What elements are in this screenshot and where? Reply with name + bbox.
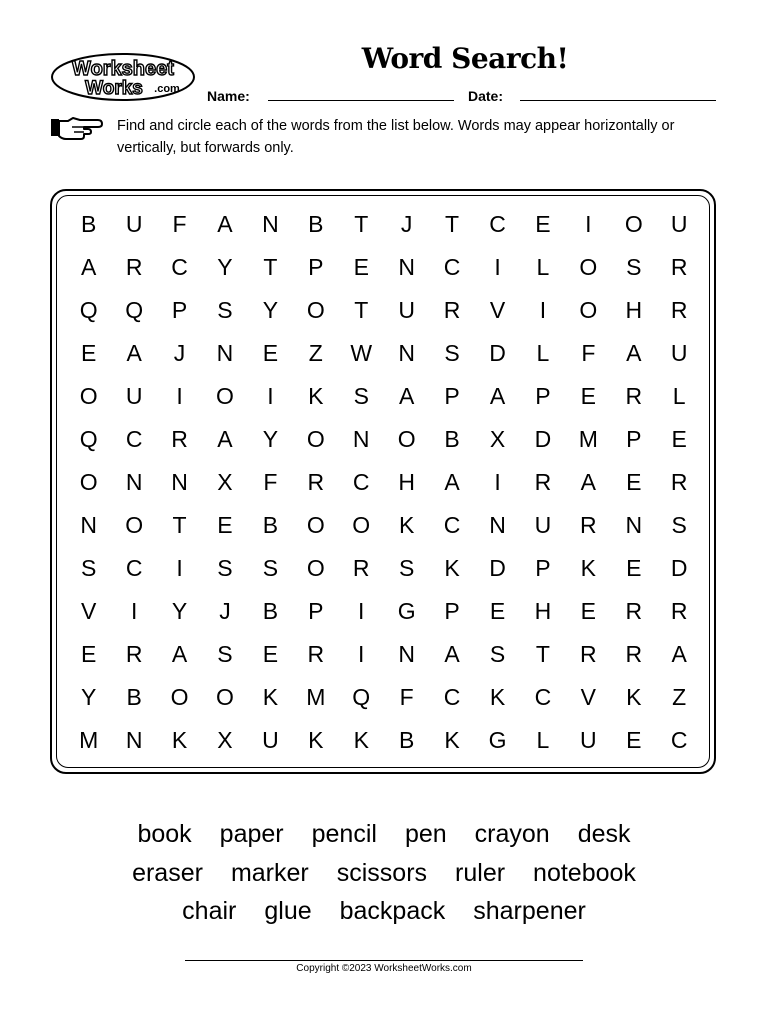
grid-letter[interactable]: R — [580, 641, 597, 667]
grid-letter[interactable]: Q — [125, 297, 144, 323]
grid-letter[interactable]: N — [398, 254, 415, 280]
grid-letter[interactable]: O — [579, 254, 598, 280]
grid-letter[interactable]: A — [217, 426, 233, 452]
word-list-item: marker — [230, 858, 309, 887]
grid-letter[interactable]: O — [306, 555, 325, 581]
grid-letter[interactable]: K — [444, 555, 460, 581]
grid-letter[interactable]: N — [171, 469, 188, 495]
date-label: Date: — [468, 88, 504, 104]
grid-letter[interactable]: S — [217, 297, 233, 323]
grid-letter[interactable]: U — [670, 211, 688, 237]
grid-letter[interactable]: R — [125, 641, 143, 667]
grid-letter[interactable]: L — [536, 254, 550, 280]
grid-letter[interactable]: P — [444, 383, 460, 409]
grid-letter[interactable]: P — [308, 598, 324, 624]
grid-letter[interactable]: B — [444, 426, 460, 452]
grid-letter[interactable]: E — [81, 641, 97, 667]
grid-letter[interactable]: C — [489, 211, 506, 237]
grid-letter[interactable]: A — [626, 340, 642, 366]
grid-letter[interactable]: H — [625, 297, 643, 323]
grid-letter[interactable]: R — [171, 426, 188, 452]
grid-letter[interactable]: D — [489, 555, 506, 581]
grid-letter[interactable]: H — [534, 598, 552, 624]
grid-letter[interactable]: X — [217, 469, 233, 495]
grid-letter[interactable]: H — [398, 469, 415, 495]
grid-letter[interactable]: I — [358, 598, 365, 624]
grid-letter[interactable]: S — [353, 383, 369, 409]
grid-letter[interactable]: D — [534, 426, 552, 452]
grid-letter[interactable]: C — [352, 469, 370, 495]
word-list-item: pen — [404, 820, 447, 848]
grid-letter[interactable]: E — [671, 426, 687, 452]
word-list-item: paper — [219, 820, 284, 848]
grid-letter[interactable]: C — [125, 555, 143, 581]
grid-letter[interactable]: S — [398, 555, 415, 581]
grid-letter[interactable]: Q — [79, 426, 98, 452]
grid-letter[interactable]: P — [444, 598, 460, 624]
grid-letter[interactable]: J — [173, 340, 186, 366]
grid-letter[interactable]: A — [444, 641, 460, 667]
grid-letter[interactable]: R — [443, 297, 461, 323]
grid-letter[interactable]: O — [397, 426, 416, 452]
grid-letter[interactable]: U — [398, 297, 415, 323]
grid-letter[interactable]: S — [489, 641, 506, 667]
word-list-item: pencil — [311, 820, 377, 848]
grid-letter[interactable]: E — [535, 211, 551, 237]
grid-letter[interactable]: N — [216, 340, 234, 366]
grid-letter[interactable]: I — [176, 555, 183, 581]
name-field[interactable] — [268, 100, 454, 101]
grid-letter[interactable]: K — [353, 727, 369, 753]
grid-letter[interactable]: F — [399, 684, 414, 710]
grid-letter[interactable]: U — [670, 340, 688, 366]
word-list-row — [60, 892, 708, 931]
grid-letter[interactable]: J — [219, 598, 231, 624]
grid-letter[interactable]: G — [488, 727, 507, 753]
grid-letter[interactable]: T — [263, 254, 278, 280]
worksheetworks-logo — [50, 52, 196, 102]
grid-letter[interactable]: T — [172, 512, 187, 538]
grid-letter[interactable]: J — [400, 211, 413, 237]
grid-letter[interactable]: L — [536, 340, 550, 366]
grid-letter[interactable]: B — [126, 684, 142, 710]
grid-letter[interactable]: B — [262, 512, 279, 538]
grid-letter[interactable]: B — [308, 211, 324, 237]
grid-letter[interactable]: U — [534, 512, 552, 538]
word-list-item: scissors — [336, 858, 428, 887]
grid-letter[interactable]: E — [626, 555, 642, 581]
grid-letter[interactable]: I — [358, 641, 365, 667]
grid-letter[interactable]: A — [126, 340, 142, 366]
grid-letter[interactable]: R — [670, 598, 688, 624]
grid-letter[interactable]: P — [535, 555, 551, 581]
word-list-item: sharpener — [473, 897, 586, 925]
grid-letter[interactable]: L — [672, 383, 686, 409]
grid-letter[interactable]: Y — [262, 297, 279, 323]
grid-letter[interactable]: O — [125, 512, 144, 538]
word-list-item: backpack — [339, 897, 446, 925]
grid-letter[interactable]: N — [489, 512, 506, 538]
grid-letter[interactable]: O — [79, 383, 98, 409]
grid-letter[interactable]: T — [445, 211, 460, 237]
grid-letter[interactable]: T — [535, 641, 550, 667]
word-list-item: desk — [577, 820, 631, 848]
grid-letter[interactable]: I — [267, 383, 274, 409]
word-list-item: book — [137, 820, 192, 848]
grid-letter[interactable]: N — [262, 211, 279, 237]
grid-letter[interactable]: U — [580, 727, 597, 753]
grid-letter[interactable]: M — [306, 684, 326, 710]
grid-letter[interactable]: U — [125, 383, 143, 409]
grid-letter[interactable]: O — [306, 297, 325, 323]
grid-letter[interactable]: K — [308, 383, 324, 409]
grid-letter[interactable]: P — [626, 426, 642, 452]
grid-letter[interactable]: U — [262, 727, 279, 753]
grid-letter[interactable]: K — [444, 727, 460, 753]
grid-letter[interactable]: M — [79, 727, 99, 753]
grid-letter[interactable]: Y — [171, 598, 188, 624]
grid-letter[interactable]: Y — [262, 426, 279, 452]
grid-letter[interactable]: Z — [308, 340, 323, 366]
grid-letter[interactable]: S — [217, 555, 233, 581]
grid-letter[interactable]: R — [670, 297, 688, 323]
grid-letter[interactable]: E — [580, 383, 597, 409]
grid-letter[interactable]: N — [80, 512, 98, 538]
grid-letter[interactable]: B — [398, 727, 415, 753]
grid-letter[interactable]: O — [624, 211, 643, 237]
grid-letter[interactable]: R — [307, 469, 325, 495]
grid-letter[interactable]: X — [489, 426, 506, 452]
grid-letter[interactable]: I — [539, 297, 547, 323]
grid-letter[interactable]: Y — [217, 254, 233, 280]
grid-letter[interactable]: R — [670, 469, 688, 495]
grid-letter[interactable]: M — [578, 426, 598, 452]
grid-letter[interactable]: D — [489, 340, 506, 366]
grid-letter[interactable]: E — [262, 641, 279, 667]
word-list — [60, 815, 708, 931]
logo-text-com: .com — [154, 83, 180, 95]
grid-letter[interactable]: E — [217, 512, 233, 538]
grid-letter[interactable]: S — [217, 641, 233, 667]
grid-letter[interactable]: B — [81, 211, 97, 237]
instructions-text: Find and circle each of the words from the list below. Words may appear horizontally or vertically, but forwards only. — [117, 118, 675, 156]
grid-letter[interactable]: O — [306, 426, 325, 452]
grid-letter[interactable]: P — [171, 297, 188, 323]
grid-letter[interactable]: A — [217, 211, 233, 237]
logo-text-worksheet: Worksheet — [72, 58, 174, 80]
grid-letter[interactable]: X — [217, 727, 233, 753]
grid-letter[interactable]: O — [306, 512, 325, 538]
grid-letter[interactable]: N — [125, 469, 143, 495]
grid-letter[interactable]: A — [398, 383, 415, 409]
grid-letter[interactable]: K — [262, 684, 279, 710]
grid-letter[interactable]: A — [444, 469, 460, 495]
footer-divider — [185, 960, 583, 961]
grid-letter[interactable]: D — [670, 555, 688, 581]
grid-letter[interactable]: Q — [79, 297, 98, 323]
pointing-hand-icon — [50, 115, 104, 141]
grid-letter[interactable]: K — [398, 512, 415, 538]
grid-letter[interactable]: A — [171, 641, 188, 667]
grid-letter[interactable]: E — [580, 598, 597, 624]
grid-letter[interactable]: T — [354, 297, 369, 323]
grid-letter[interactable]: Z — [672, 684, 687, 710]
grid-letter[interactable]: C — [171, 254, 188, 280]
grid-letter[interactable]: K — [626, 684, 642, 710]
grid-letter[interactable]: E — [353, 254, 369, 280]
grid-letter[interactable]: S — [671, 512, 687, 538]
page-title: Word Search! — [361, 42, 569, 75]
word-list-item: ruler — [455, 858, 506, 887]
grid-letter[interactable]: O — [579, 297, 598, 323]
grid-letter[interactable]: N — [625, 512, 643, 538]
grid-letter[interactable]: C — [670, 727, 688, 753]
word-list-item: crayon — [474, 820, 550, 848]
grid-letter[interactable]: N — [398, 641, 415, 667]
grid-letter[interactable]: P — [308, 254, 324, 280]
date-field[interactable] — [520, 100, 716, 101]
grid-letter[interactable]: C — [534, 684, 552, 710]
word-list-item: chair — [182, 897, 237, 925]
grid-letter[interactable]: G — [397, 598, 416, 624]
grid-letter[interactable]: O — [170, 684, 189, 710]
grid-letter[interactable]: E — [626, 727, 642, 753]
grid-letter[interactable]: R — [307, 641, 325, 667]
logo-text-works: Works — [85, 78, 143, 99]
grid-letter[interactable]: O — [216, 684, 234, 710]
grid-letter[interactable]: N — [398, 340, 415, 366]
grid-letter[interactable]: F — [581, 340, 596, 366]
grid-letter[interactable]: T — [354, 211, 369, 237]
grid-letter[interactable]: O — [79, 469, 98, 495]
grid-letter[interactable]: I — [494, 469, 501, 495]
grid-letter[interactable]: R — [625, 641, 643, 667]
word-list-item: notebook — [533, 858, 636, 887]
grid-letter[interactable]: R — [125, 254, 143, 280]
letter-grid — [66, 203, 702, 762]
grid-letter[interactable]: V — [489, 297, 506, 323]
grid-letter[interactable]: V — [81, 598, 97, 624]
grid-letter[interactable]: A — [81, 254, 97, 280]
grid-letter[interactable]: C — [125, 426, 143, 452]
grid-letter[interactable]: I — [494, 254, 501, 280]
grid-letter[interactable]: C — [443, 512, 461, 538]
word-list-row — [60, 815, 708, 854]
grid-letter[interactable]: C — [443, 254, 461, 280]
grid-letter[interactable]: I — [585, 211, 592, 237]
grid-letter[interactable]: A — [580, 469, 597, 495]
grid-letter[interactable]: R — [625, 598, 643, 624]
grid-letter[interactable]: K — [580, 555, 597, 581]
grid-letter[interactable]: S — [626, 254, 642, 280]
grid-letter[interactable]: N — [125, 727, 143, 753]
grid-letter[interactable]: S — [444, 340, 460, 366]
word-list-row — [60, 854, 708, 893]
grid-letter[interactable]: N — [352, 426, 370, 452]
grid-letter[interactable]: L — [536, 727, 550, 753]
grid-letter[interactable]: I — [130, 598, 138, 624]
grid-letter[interactable]: E — [81, 340, 97, 366]
grid-letter[interactable]: E — [489, 598, 506, 624]
grid-letter[interactable]: A — [671, 641, 687, 667]
grid-letter[interactable]: U — [125, 211, 143, 237]
grid-letter[interactable]: Y — [81, 684, 97, 710]
grid-letter[interactable]: O — [216, 383, 234, 409]
grid-letter[interactable]: E — [626, 469, 642, 495]
word-list-item: eraser — [132, 858, 203, 887]
name-label: Name: — [207, 88, 250, 104]
grid-letter[interactable]: R — [580, 512, 597, 538]
grid-letter[interactable]: R — [352, 555, 370, 581]
grid-letter[interactable]: A — [489, 383, 506, 409]
grid-letter[interactable]: S — [81, 555, 97, 581]
grid-letter[interactable]: K — [308, 727, 324, 753]
grid-letter[interactable]: C — [443, 684, 461, 710]
grid-letter[interactable]: K — [489, 684, 506, 710]
grid-letter[interactable]: R — [670, 254, 688, 280]
grid-letter[interactable]: E — [262, 340, 279, 366]
grid-letter[interactable]: Q — [352, 684, 371, 710]
grid-letter[interactable]: P — [535, 383, 551, 409]
grid-letter[interactable]: S — [262, 555, 279, 581]
grid-letter[interactable]: W — [350, 340, 373, 366]
grid-letter[interactable]: R — [534, 469, 552, 495]
grid-letter[interactable]: I — [176, 383, 183, 409]
copyright-text: Copyright ©2023 WorksheetWorks.com — [296, 963, 472, 974]
grid-letter[interactable]: V — [580, 684, 597, 710]
grid-letter[interactable]: K — [171, 727, 188, 753]
grid-letter[interactable]: B — [262, 598, 279, 624]
word-list-item: glue — [264, 897, 312, 925]
grid-letter[interactable]: O — [352, 512, 371, 538]
grid-letter[interactable]: R — [625, 383, 643, 409]
grid-letter[interactable]: F — [263, 469, 278, 495]
grid-letter[interactable]: F — [172, 211, 187, 237]
